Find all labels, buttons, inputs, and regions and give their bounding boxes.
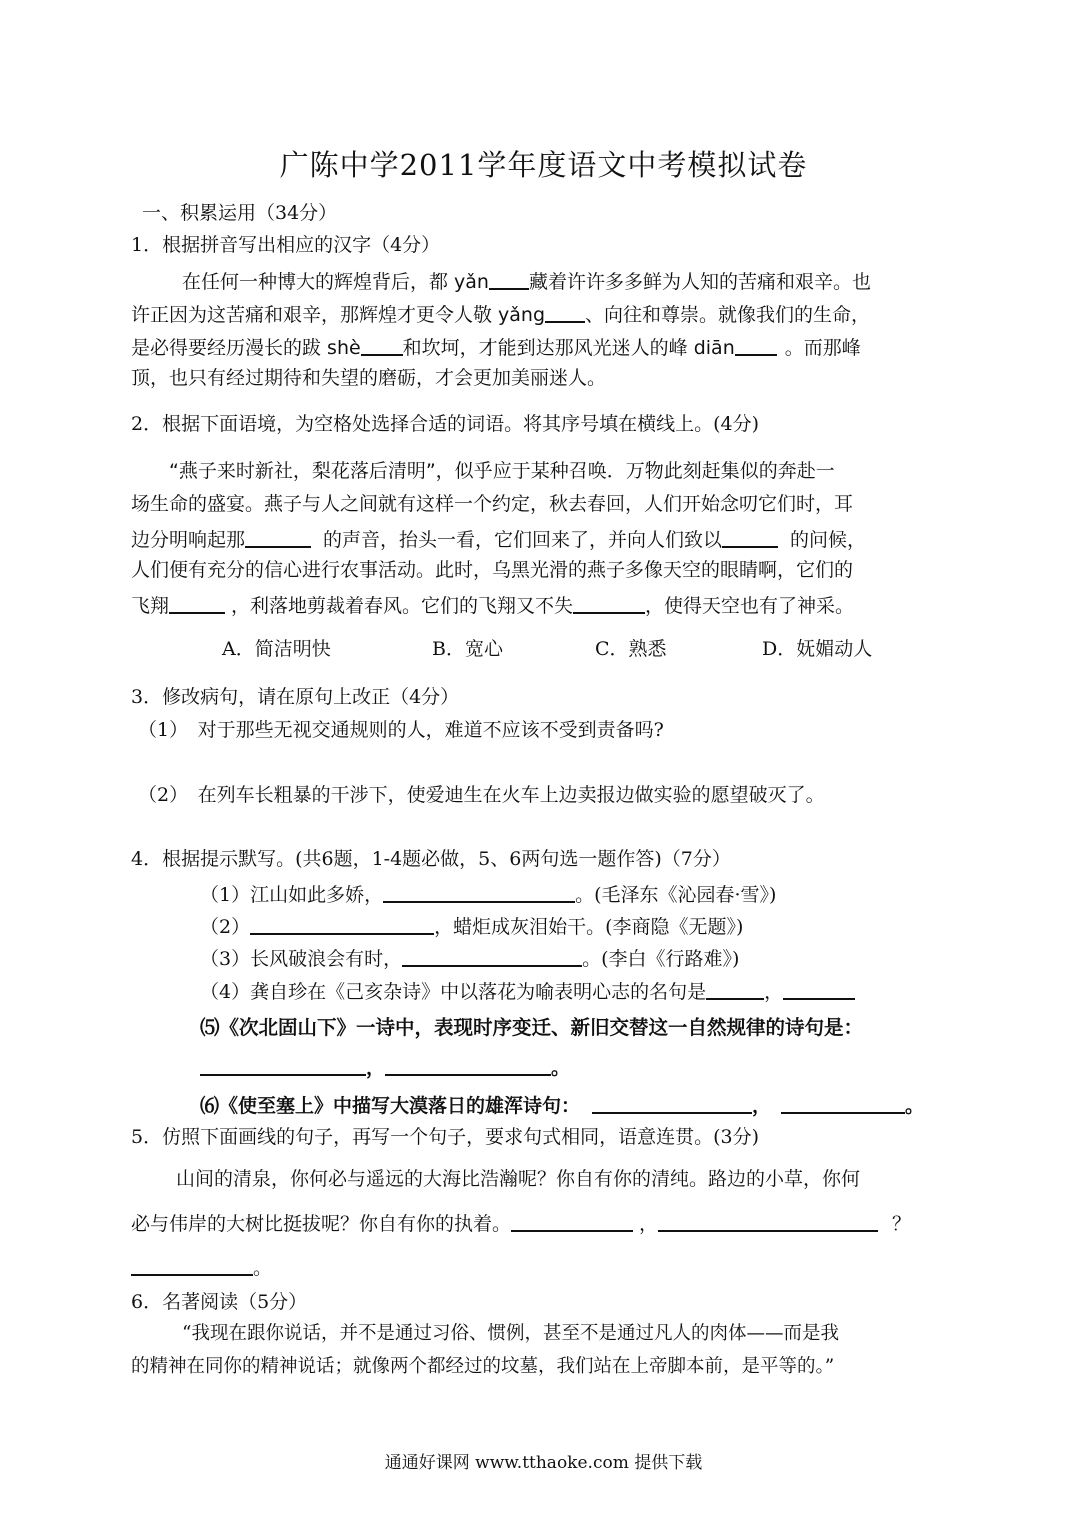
q5-line (131, 1256, 272, 1278)
q4-item-2 (200, 915, 743, 937)
answer-blank[interactable] (722, 528, 778, 548)
q6-heading: 6．名著阅读（5分） (131, 1291, 308, 1313)
option-b: B．宽心 (432, 638, 503, 660)
answer-blank[interactable] (131, 1256, 253, 1276)
q2-text: 的声音，抬头一看，它们回来了，并向人们致以 (323, 529, 723, 551)
q1-line (131, 303, 870, 325)
answer-blank[interactable] (735, 336, 777, 356)
q2-heading: 2．根据下面语境，为空格处选择合适的词语。将其序号填在横线上。(4分) (131, 413, 760, 435)
q1-line (131, 336, 861, 358)
q4-heading: 4．根据提示默写。(共6题，1-4题必做，5、6两句选一题作答)（7分） (131, 848, 731, 870)
answer-blank[interactable] (402, 947, 582, 967)
q1-text: 许正因为这苦痛和艰辛，那辉煌才更令人敬 yǎng (131, 304, 546, 326)
answer-blank[interactable] (706, 980, 764, 1000)
q1-text: 。而那峰 (784, 337, 861, 359)
answer-blank[interactable] (573, 594, 645, 614)
q2-line: “燕子来时新社，梨花落后清明”，似乎应于某种召唤．万物此刻赶集似的奔赴一 (169, 460, 835, 482)
q2-text: 飞翔 (131, 595, 170, 617)
q2-text: ，使得天空也有了神采。 (645, 595, 855, 617)
q2-line (131, 528, 866, 550)
q4-item-1 (200, 883, 776, 905)
q1-text: 是必得要经历漫长的跋 shè (131, 337, 361, 359)
q4-item-5-answer (200, 1056, 570, 1078)
q4-text: 。 (551, 1057, 571, 1079)
answer-blank[interactable] (385, 1056, 551, 1076)
answer-blank[interactable] (200, 1056, 366, 1076)
q1-heading: 1．根据拼音写出相应的汉字（4分） (131, 234, 441, 256)
answer-blank[interactable] (545, 303, 585, 323)
option-d: D．妩媚动人 (762, 638, 873, 660)
q4-text: ， (764, 981, 784, 1003)
answer-blank[interactable] (489, 270, 529, 290)
answer-blank[interactable] (169, 594, 225, 614)
option-c: C．熟悉 (595, 638, 667, 660)
q4-text: ， (366, 1057, 386, 1079)
q4-text: 。(李白《行路难》) (582, 948, 740, 970)
q2-line: 场生命的盛宴。燕子与人之间就有这样一个约定，秋去春回，人们开始念叨它们时，耳 (131, 493, 854, 515)
q4-text: （2） (200, 916, 251, 938)
q4-text: （1）江山如此多娇， (200, 884, 384, 906)
page-footer: 通通好课网 www.tthaoke.com 提供下载 (384, 1453, 703, 1473)
q4-item-4 (200, 980, 855, 1002)
q4-text: （3）长风破浪会有时， (200, 948, 403, 970)
q2-line (131, 594, 854, 616)
answer-blank[interactable] (658, 1212, 878, 1232)
answer-blank[interactable] (781, 1094, 905, 1114)
q4-text: 。 (905, 1095, 925, 1117)
answer-blank[interactable] (245, 528, 311, 548)
q5-text: ？ (892, 1213, 912, 1235)
q4-text: ，蜡炬成灰泪始干。(李商隐《无题》) (434, 916, 744, 938)
q1-text: 和坎坷，才能到达那风光迷人的峰 diān (402, 337, 735, 359)
q1-text: 藏着许许多多鲜为人知的苦痛和艰辛。也 (528, 271, 871, 293)
q5-text: ， (639, 1213, 659, 1235)
q5-text: 必与伟岸的大树比挺拔呢？你自有你的执着。 (131, 1213, 512, 1235)
page-title: 广陈中学2011学年度语文中考模拟试卷 (279, 148, 808, 182)
q5-line (131, 1212, 911, 1234)
q2-text: ，利落地剪裁着春风。它们的飞翔又不失 (231, 595, 574, 617)
answer-blank[interactable] (783, 980, 855, 1000)
q3-sentence-2: （2） 在列车长粗暴的干涉下，使爱迪生在火车上边卖报边做实验的愿望破灭了。 (138, 784, 825, 806)
q1-text: 在任何一种博大的辉煌背后，都 yǎn (182, 271, 489, 293)
q4-item-6 (200, 1094, 924, 1116)
answer-blank[interactable] (592, 1094, 752, 1114)
option-a: A．简洁明快 (222, 638, 331, 660)
q2-text: 的问候， (790, 529, 867, 551)
answer-blank[interactable] (511, 1212, 633, 1232)
q2-line: 人们便有充分的信心进行农事活动。此时，乌黑光滑的燕子多像天空的眼睛啊，它们的 (131, 559, 854, 581)
q3-sentence-1: （1） 对于那些无视交通规则的人，难道不应该不受到责备吗? (138, 719, 664, 741)
q6-quote-line: 的精神在同你的精神说话；就像两个都经过的坟墓，我们站在上帝脚本前，是平等的。” (131, 1356, 835, 1377)
q5-line: 山间的清泉，你何必与遥远的大海比浩瀚呢？你自有你的清纯。路边的小草，你何 (176, 1168, 861, 1190)
section-heading: 一、积累运用（34分） (142, 202, 338, 224)
answer-blank[interactable] (250, 915, 434, 935)
q2-text: 边分明响起那 (131, 529, 246, 551)
q6-quote-line: “我现在跟你说话，并不是通过习俗、惯例，甚至不是通过凡人的肉体——而是我 (182, 1323, 839, 1344)
q1-line (182, 270, 871, 292)
answer-blank[interactable] (361, 336, 403, 356)
q1-text: 、向往和尊崇。就像我们的生命， (585, 304, 871, 326)
q4-text: ⑹《使至塞上》中描写大漠落日的雄浑诗句： (200, 1095, 581, 1117)
q4-text: （4）龚自珍在《己亥杂诗》中以落花为喻表明心志的名句是 (200, 981, 707, 1003)
q4-text: 。(毛泽东《沁园春·雪》) (575, 884, 777, 906)
q1-line: 顶，也只有经过期待和失望的磨砺，才会更加美丽迷人。 (131, 367, 607, 389)
answer-blank[interactable] (383, 883, 575, 903)
q4-item-5: ⑸《次北固山下》一诗中，表现时序变迁、新旧交替这一自然规律的诗句是： (200, 1016, 864, 1039)
q4-item-3 (200, 947, 739, 969)
q5-text: 。 (253, 1257, 273, 1279)
q4-text: ， (752, 1095, 772, 1117)
q3-heading: 3．修改病句，请在原句上改正（4分） (131, 686, 460, 708)
q5-heading: 5．仿照下面画线的句子，再写一个句子，要求句式相同，语意连贯。(3分) (131, 1126, 760, 1148)
